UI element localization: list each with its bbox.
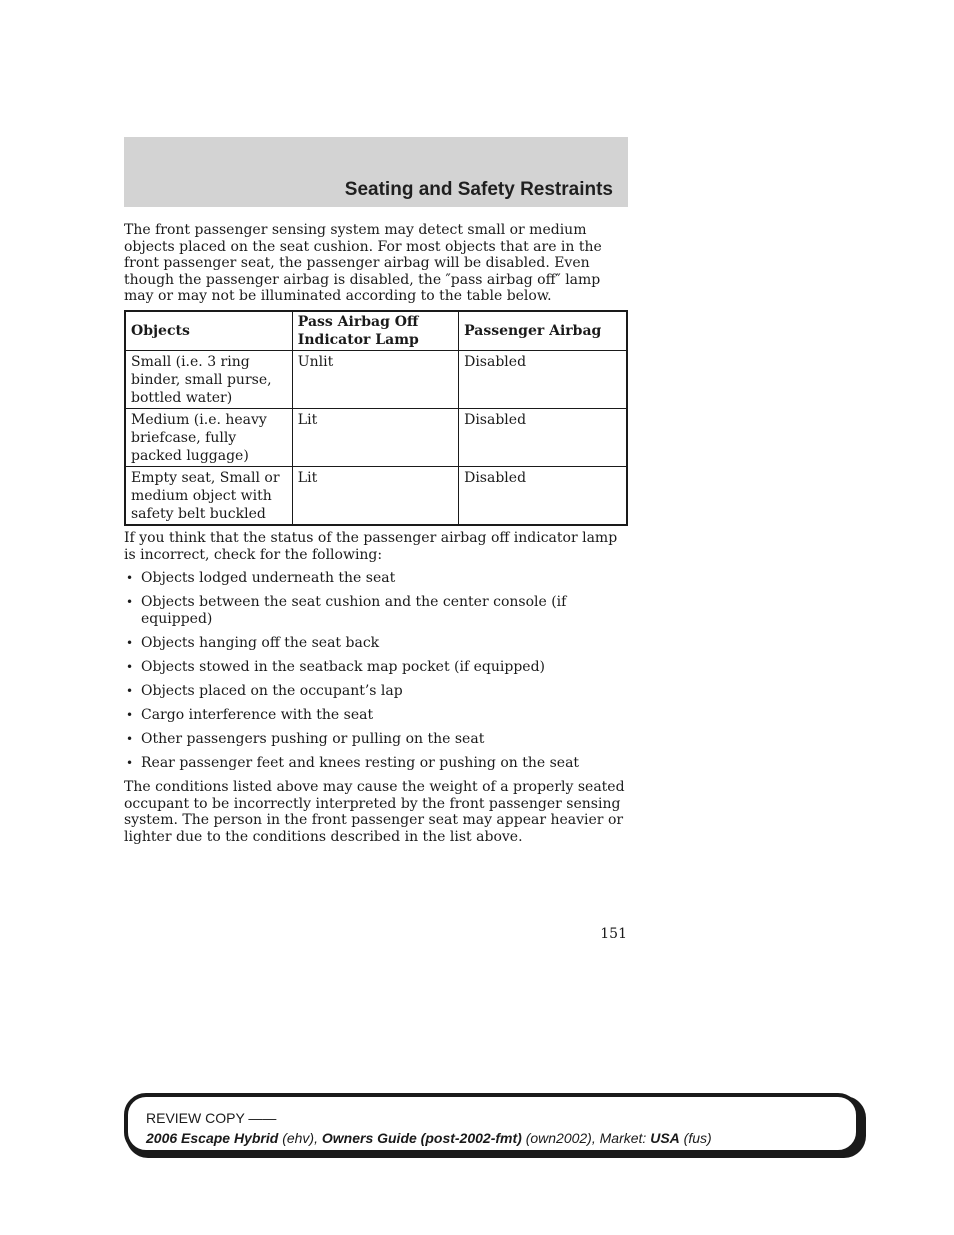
- intro-paragraph: The front passenger sensing system may detect small or medium objects placed on the seat cushion. For most objects that are in the front passenger seat, the passenger airbag will be disabled. Even though the passenger airbag is disabled, the ″pass airbag off″ lamp may or may not be illuminated according to the table below.: [124, 222, 602, 304]
- table-row: [125, 351, 627, 409]
- list-item-text: Objects stowed in the seatback map pocket (if equipped): [141, 658, 545, 675]
- footer-text: [146, 1108, 712, 1148]
- list-item-text: Objects placed on the occupant’s lap: [141, 682, 403, 699]
- table-cell: Small (i.e. 3 ring binder, small purse, bottled water): [125, 351, 292, 409]
- list-item-text: Objects hanging off the seat back: [141, 634, 380, 651]
- table-header-row: [125, 311, 627, 351]
- footer-model: 2006 Escape Hybrid: [146, 1130, 279, 1146]
- bullet-icon: •: [126, 707, 134, 722]
- table-cell: Disabled: [459, 351, 627, 409]
- outro-paragraph: The conditions listed above may cause the weight of a properly seated occupant to be incorrectly interpreted by the front passenger sensing system. The person in the front passenger seat may appear heavier or lighter due to the conditions described in the list above.: [124, 779, 625, 845]
- bullet-icon: •: [126, 731, 134, 746]
- bullet-icon: •: [126, 571, 134, 585]
- table-cell: Empty seat, Small or medium object with safety belt buckled: [125, 467, 292, 526]
- table-row: [125, 409, 627, 467]
- objects-table: [124, 310, 628, 526]
- section-title: Seating and Safety Restraints: [344, 179, 613, 200]
- bullet-icon: •: [126, 755, 134, 770]
- list-item: [124, 683, 628, 700]
- footer-market-code: (fus): [683, 1130, 712, 1146]
- list-item: [124, 707, 628, 724]
- list-item-text: Cargo interference with the seat: [141, 706, 374, 723]
- list-item-text: Other passengers pushing or pulling on the seat: [141, 730, 485, 747]
- list-item: [124, 659, 628, 676]
- list-item-text: Rear passenger feet and knees resting or pushing on the seat: [141, 754, 580, 771]
- footer-market-label: , Market:: [591, 1130, 651, 1146]
- bullet-icon: •: [126, 635, 134, 650]
- footer-guide-code: (own2002): [525, 1130, 592, 1146]
- list-item: [124, 635, 628, 652]
- check-paragraph: If you think that the status of the passenger airbag off indicator lamp is incorrect, check for the following:: [124, 530, 618, 563]
- page-number: 151: [600, 926, 627, 942]
- bullet-icon: •: [126, 595, 134, 609]
- check-list: [124, 570, 628, 779]
- column-header-objects: Objects: [125, 311, 292, 351]
- footer-line-1: REVIEW COPY ——: [146, 1110, 277, 1126]
- footer-sep: ,: [314, 1130, 322, 1146]
- column-header-passenger-airbag: Passenger Airbag: [459, 311, 627, 351]
- footer-market: USA: [650, 1130, 680, 1146]
- table-cell: Disabled: [459, 467, 627, 526]
- column-header-indicator-lamp: Pass Airbag Off Indicator Lamp: [292, 311, 458, 351]
- list-item: [124, 570, 628, 587]
- review-copy-footer: [124, 1093, 860, 1154]
- list-item-text: Objects lodged underneath the seat: [141, 570, 396, 586]
- table-row: [125, 467, 627, 526]
- footer-line-2: [146, 1128, 712, 1148]
- footer-model-code: (ehv): [282, 1130, 315, 1146]
- list-item: [124, 594, 628, 627]
- table-cell: Medium (i.e. heavy briefcase, fully packed luggage): [125, 409, 292, 467]
- table-cell: Lit: [292, 409, 458, 467]
- table-cell: Unlit: [292, 351, 458, 409]
- list-item: [124, 731, 628, 748]
- bullet-icon: •: [126, 659, 134, 674]
- table-cell: Lit: [292, 467, 458, 526]
- list-item-text: Objects between the seat cushion and the center console (if equipped): [141, 594, 567, 627]
- section-header-band: [124, 137, 628, 207]
- list-item: [124, 755, 628, 772]
- footer-guide: Owners Guide (post-2002-fmt): [321, 1130, 522, 1146]
- bullet-icon: •: [126, 683, 134, 698]
- table-cell: Disabled: [459, 409, 627, 467]
